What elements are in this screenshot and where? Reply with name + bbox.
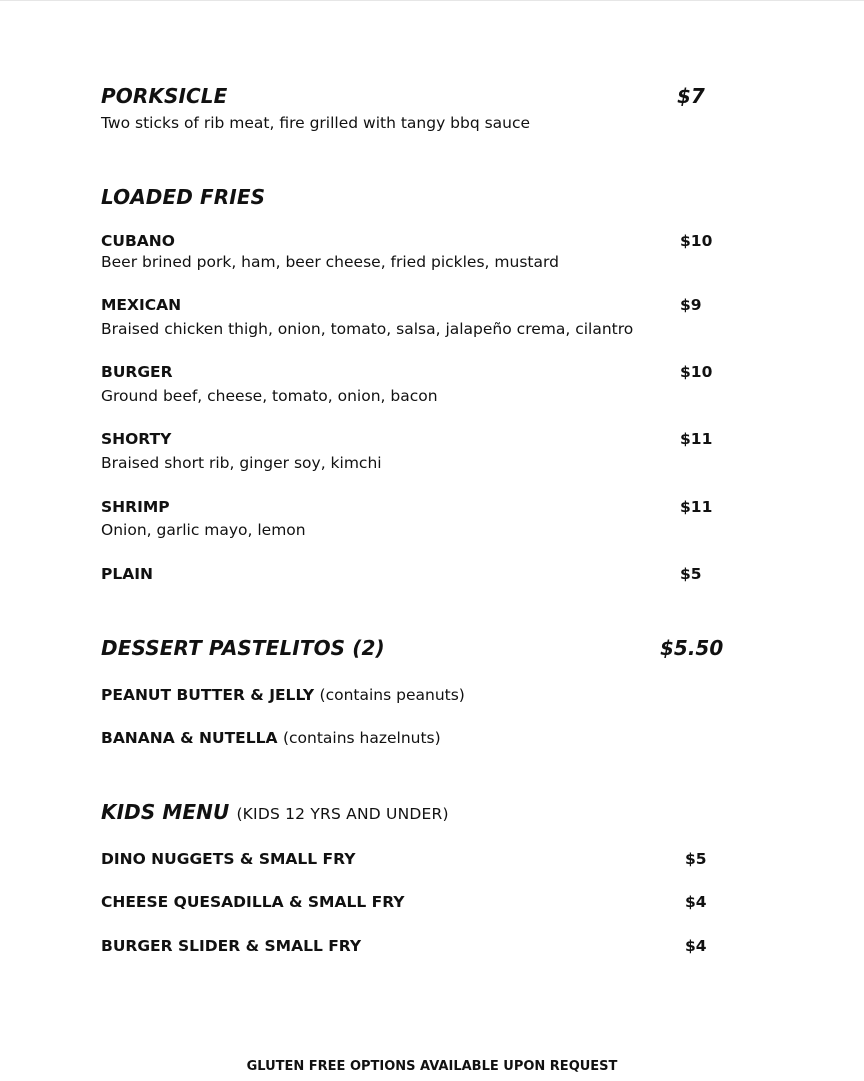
- menu-item-description: Braised short rib, ginger soy, kimchi: [101, 454, 382, 472]
- allergen-note: (contains peanuts): [319, 686, 465, 704]
- porksicle-price: $7: [677, 84, 705, 108]
- menu-item-name: SHRIMP: [101, 498, 170, 516]
- menu-item-price: $5: [680, 565, 702, 583]
- menu-item-name: BURGER: [101, 363, 173, 381]
- kids-menu-title: KIDS MENU: [101, 800, 230, 824]
- dessert-item-name: BANANA & NUTELLA: [101, 729, 278, 747]
- kids-item-name: DINO NUGGETS & SMALL FRY: [101, 850, 356, 868]
- menu-item-price: $10: [680, 363, 713, 381]
- kids-item-price: $5: [685, 850, 707, 868]
- gluten-free-note: GLUTEN FREE OPTIONS AVAILABLE UPON REQUEST: [246, 1059, 618, 1074]
- kids-item-name: CHEESE QUESADILLA & SMALL FRY: [101, 893, 405, 911]
- menu-item-price: $11: [680, 498, 713, 516]
- menu-item-price: $10: [680, 232, 713, 250]
- dessert-item: [101, 728, 441, 748]
- kids-item-price: $4: [685, 893, 707, 911]
- menu-item-description: Braised chicken thigh, onion, tomato, salsa, jalapeño crema, cilantro: [101, 320, 634, 338]
- dessert-item: [101, 685, 465, 705]
- loaded-fries-title: LOADED FRIES: [101, 185, 266, 209]
- porksicle-description: Two sticks of rib meat, fire grilled with tangy bbq sauce: [101, 114, 531, 132]
- dessert-item-name: PEANUT BUTTER & JELLY: [101, 686, 315, 704]
- menu-item-description: Onion, garlic mayo, lemon: [101, 521, 306, 539]
- menu-item-price: $11: [680, 430, 713, 448]
- allergen-note: (contains hazelnuts): [282, 729, 441, 747]
- porksicle-title: PORKSICLE: [101, 84, 228, 108]
- menu-item-name: CUBANO: [101, 232, 175, 250]
- menu-item-price: $9: [680, 296, 702, 314]
- menu-item-description: Ground beef, cheese, tomato, onion, bacon: [101, 387, 438, 405]
- menu-item-name: PLAIN: [101, 565, 153, 583]
- dessert-price: $5.50: [660, 636, 724, 660]
- kids-menu-subtitle: (KIDS 12 YRS AND UNDER): [236, 805, 449, 823]
- kids-menu-heading: [101, 800, 449, 826]
- top-divider: [0, 0, 864, 1]
- kids-item-price: $4: [685, 937, 707, 955]
- dessert-title: DESSERT PASTELITOS (2): [101, 636, 385, 660]
- kids-item-name: BURGER SLIDER & SMALL FRY: [101, 937, 362, 955]
- menu-item-name: MEXICAN: [101, 296, 182, 314]
- menu-item-name: SHORTY: [101, 430, 172, 448]
- menu-item-description: Beer brined pork, ham, beer cheese, fried pickles, mustard: [101, 253, 559, 271]
